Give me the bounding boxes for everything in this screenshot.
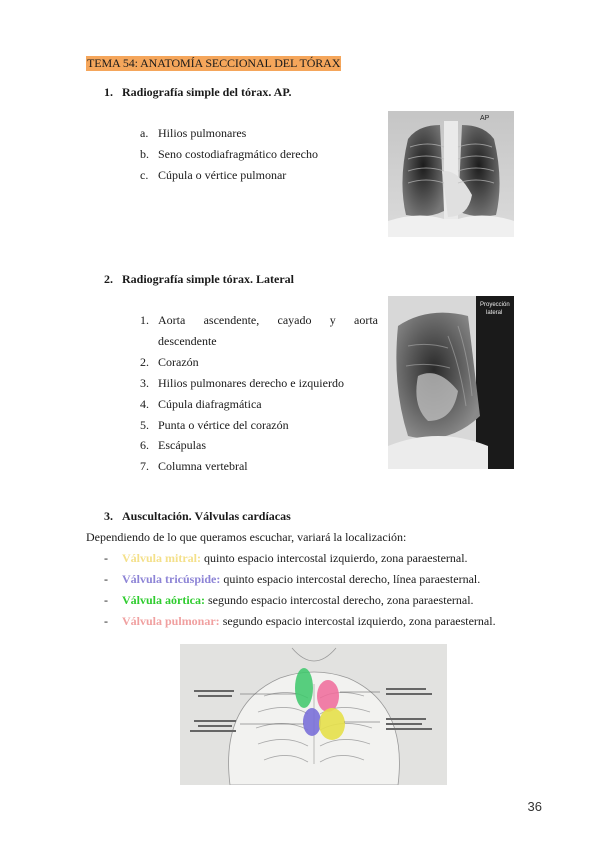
list-item: 4. Cúpula diafragmática — [140, 397, 262, 411]
list-item: 6. Escápulas — [140, 438, 206, 452]
list-item: c. Cúpula o vértice pulmonar — [140, 168, 287, 182]
list-item: 1. Aorta ascendente, cayado y aorta descendente — [140, 313, 378, 348]
xray-lateral-label-2: lateral — [486, 310, 503, 316]
section-3-intro: Dependiendo de lo que queramos escuchar, variará la localización: — [86, 530, 407, 544]
list-item: 5. Punta o vértice del corazón — [140, 418, 289, 432]
list-item: 7. Columna vertebral — [140, 459, 248, 473]
chest-xray-lateral-image — [388, 296, 514, 469]
section-3-heading: 3. Auscultación. Válvulas cardíacas — [104, 509, 291, 523]
valve-mitral-item: - Válvula mitral: quinto espacio intercostal izquierdo, zona paraesternal. — [104, 551, 468, 565]
section-2-heading: 2. Radiografía simple tórax. Lateral — [104, 272, 294, 286]
xray-lateral-label-1: Proyección — [480, 302, 510, 308]
page-number: 36 — [527, 799, 542, 814]
list-item: 3. Hilios pulmonares derecho e izquierdo — [140, 376, 344, 390]
list-item: b. Seno costodiafragmático derecho — [140, 147, 318, 161]
section-1-heading: 1. Radiografía simple del tórax. AP. — [104, 85, 292, 99]
page-title: TEMA 54: ANATOMÍA SECCIONAL DEL TÓRAX — [87, 56, 341, 70]
auscultation-diagram — [180, 644, 447, 785]
valve-aortic-item: - Válvula aórtica: segundo espacio intercostal derecho, zona paraesternal. — [104, 593, 474, 607]
chest-xray-ap-image — [388, 111, 514, 237]
valve-tricuspid-item: - Válvula tricúspide: quinto espacio intercostal derecho, línea paraesternal. — [104, 572, 481, 586]
valve-pulmonary-item: - Válvula pulmonar: segundo espacio intercostal izquierdo, zona paraesternal. — [104, 614, 496, 628]
xray-ap-label: AP — [480, 115, 490, 122]
list-item: 2. Corazón — [140, 355, 199, 369]
list-item: a. Hilios pulmonares — [140, 126, 247, 140]
